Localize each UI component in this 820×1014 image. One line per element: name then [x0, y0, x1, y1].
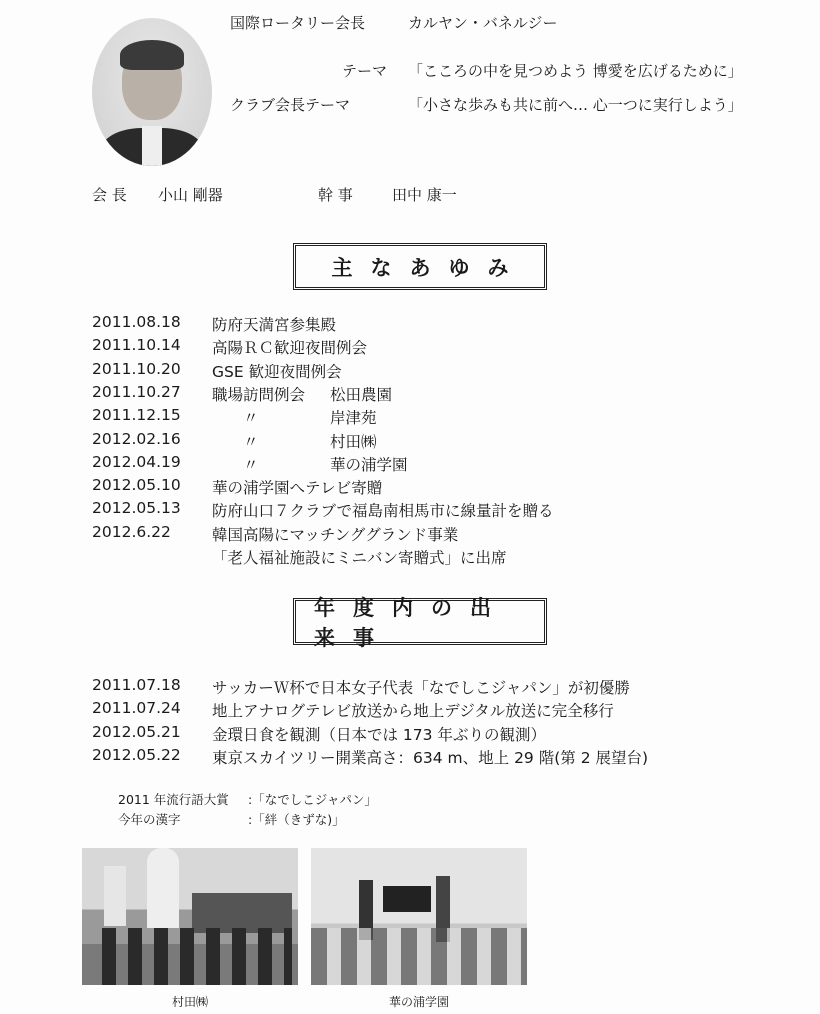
- row-date: 2011.07.24: [92, 699, 181, 718]
- club-theme: 「小さな歩みも共に前へ… 心一つに実行しよう」: [408, 96, 743, 114]
- row-text: サッカーＷ杯で日本女子代表「なでしこジャパン」が初優勝: [212, 679, 630, 697]
- row-date: 2012.02.16: [92, 429, 181, 448]
- row-text: 地上アナログテレビ放送から地上デジタル放送に完全移行: [212, 702, 614, 721]
- row-place: 岸津苑: [330, 409, 377, 428]
- theme-label: テーマ: [342, 62, 388, 80]
- row-place: 松田農園: [330, 385, 393, 404]
- secretary-label: 幹 事: [318, 186, 353, 204]
- row-date: 2011.10.27: [92, 382, 181, 401]
- row-date: 2012.05.13: [92, 499, 181, 518]
- row-text: 高陽ＲＣ歓迎夜間例会: [212, 339, 368, 358]
- row-text: 防府天満宮参集殿: [212, 316, 337, 334]
- note-buzzword-value: :「なでしこジャパン」: [248, 792, 377, 807]
- section-title-history: 主なあゆみ: [293, 243, 547, 290]
- section-title-events: 年度内の出来事: [293, 598, 547, 645]
- row-text: 〃: [212, 409, 259, 428]
- row-text: 華の浦学園へテレビ寄贈: [212, 479, 383, 498]
- row-date: 2012.05.10: [92, 476, 181, 495]
- photo-hananoura: [311, 848, 527, 985]
- note-kanji-value: :「絆（きずな)」: [248, 812, 345, 827]
- photo-caption-murata: 村田㈱: [171, 995, 208, 1009]
- row-date: 2012.6.22: [92, 522, 171, 541]
- row-place: 村田㈱: [330, 432, 377, 451]
- photo-caption-hananoura: 華の浦学園: [388, 995, 449, 1009]
- ri-president-label: 国際ロータリー会長: [230, 14, 366, 32]
- ri-president-name: カルヤン・バネルジー: [408, 14, 558, 32]
- president-label: 会 長: [92, 186, 127, 204]
- row-date: 2012.05.22: [92, 745, 181, 764]
- row-date: 2012.04.19: [92, 452, 181, 471]
- row-text: 職場訪問例会: [212, 385, 306, 404]
- photo-murata: [82, 848, 298, 985]
- row-text: GSE 歓迎夜間例会: [212, 362, 342, 381]
- row-date: 2012.05.21: [92, 722, 181, 741]
- ri-theme: 「こころの中を見つめよう 博愛を広げるために」: [408, 62, 743, 80]
- row-date: 2011.10.20: [92, 359, 181, 378]
- club-theme-label: クラブ会長テーマ: [230, 96, 351, 114]
- row-text: 「老人福祉施設にミニバン寄贈式」に出席: [212, 549, 507, 567]
- row-text: 韓国高陽にマッチンググランド事業: [212, 525, 459, 544]
- row-text: 〃: [212, 432, 259, 451]
- note-kanji-label: 今年の漢字: [118, 812, 181, 827]
- row-date: 2011.07.18: [92, 676, 181, 694]
- secretary-name: 田中 康一: [392, 186, 457, 204]
- row-text: 金環日食を観測（日本では 173 年ぶりの観測）: [212, 725, 546, 744]
- row-place: 華の浦学園: [330, 455, 408, 474]
- president-name: 小山 剛器: [158, 186, 223, 204]
- row-text: 東京スカイツリー開業高さ：634 m、地上 29 階(第 2 展望台): [212, 748, 649, 767]
- row-text: 〃: [212, 455, 259, 474]
- president-portrait: [92, 18, 212, 166]
- row-date: 2011.10.14: [92, 336, 181, 355]
- row-date: 2011.12.15: [92, 406, 181, 425]
- note-buzzword-label: 2011 年流行語大賞: [118, 792, 229, 807]
- row-date: 2011.08.18: [92, 313, 181, 331]
- row-text: 防府山口７クラブで福島南相馬市に線量計を贈る: [212, 502, 554, 521]
